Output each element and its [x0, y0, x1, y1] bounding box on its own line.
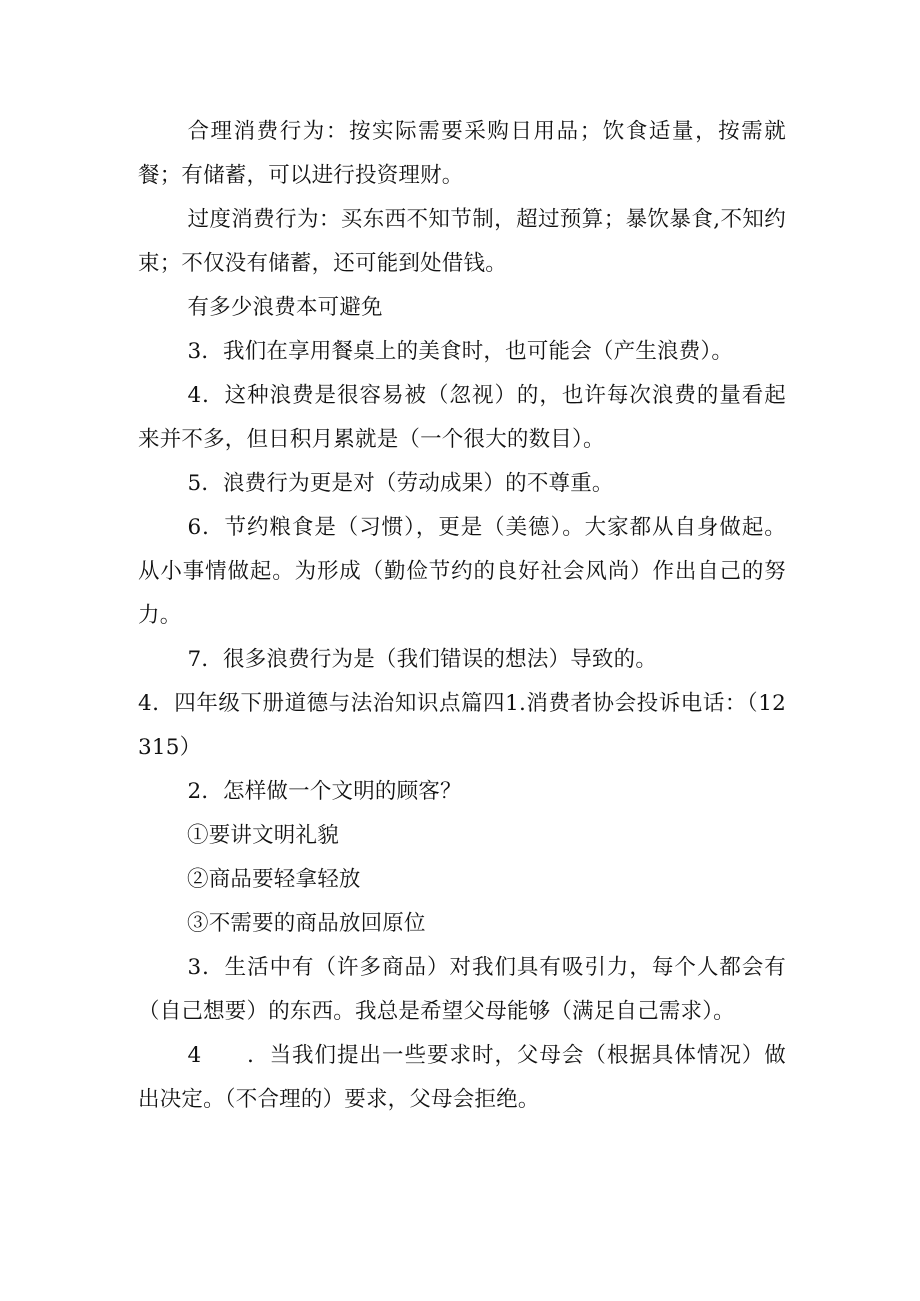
- list-item-handle-gently: ②商品要轻拿轻放: [187, 867, 361, 892]
- list-item-courtesy: ①要讲文明礼貌: [187, 823, 339, 848]
- paragraph-item-7: 7．很多浪费行为是（我们错误的想法）导致的。: [187, 647, 658, 672]
- paragraph-civilized-customer: 2．怎样做一个文明的顾客？: [187, 779, 462, 804]
- paragraph-item-5: 5．浪费行为更是对（劳动成果）的不尊重。: [187, 471, 614, 496]
- paragraph-item-3: 3．我们在享用餐桌上的美食时，也可能会（产生浪费）。: [187, 339, 734, 364]
- paragraph-attractive-goods: 3．生活中有（许多商品）对我们具有吸引力，每个人都会有（自己想要）的东西。我总是希望父母能够（满足自己需求）。: [138, 955, 786, 1024]
- paragraph-item-6: 6．节约粮食是（习惯），更是（美德）。大家都从自身做起。从小事情做起。为形成（勤俭节约的良好社会风尚）作出自己的努力。: [138, 515, 786, 628]
- paragraph-rational-consumption: 合理消费行为：按实际需要采购日用品；饮食适量，按需就餐；有储蓄，可以进行投资理财。: [138, 119, 786, 188]
- paragraph-parent-decisions: 4 ．当我们提出一些要求时，父母会（根据具体情况）做出决定。（不合理的）要求，父母会拒绝。: [138, 1043, 786, 1112]
- section-heading-waste: 有多少浪费本可避免: [187, 295, 383, 320]
- document-body: [138, 110, 786, 1122]
- paragraph-excessive-consumption: 过度消费行为：买东西不知节制，超过预算；暴饮暴食,不知约束；不仅没有储蓄，还可能到处借钱。: [138, 207, 786, 276]
- section-heading-part-four: 4．四年级下册道德与法治知识点篇四1.消费者协会投诉电话：（12315）: [138, 691, 786, 760]
- list-item-return-goods: ③不需要的商品放回原位: [187, 911, 426, 936]
- paragraph-item-4: 4．这种浪费是很容易被（忽视）的，也许每次浪费的量看起来并不多，但日积月累就是（一个很大的数目）。: [138, 383, 786, 452]
